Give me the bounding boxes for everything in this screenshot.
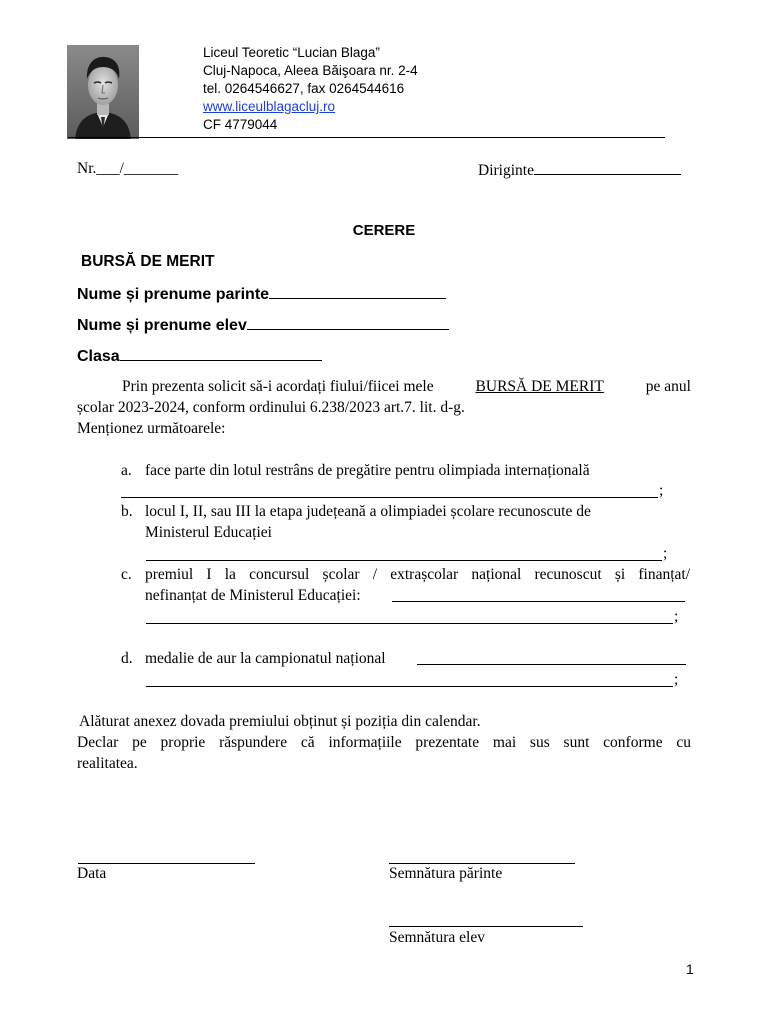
item-d-semicolon: ; <box>674 671 679 688</box>
school-website-link[interactable]: www.liceulblagacluj.ro <box>203 99 336 114</box>
class-field <box>77 346 322 366</box>
item-d-line-1 <box>417 664 686 665</box>
request-line-1 <box>77 376 691 397</box>
item-a-line <box>121 497 658 498</box>
student-name-label: Nume și prenume elev <box>77 317 247 334</box>
parent-name-label: Nume și prenume parinte <box>77 286 270 303</box>
declaration-line-2: realitatea. <box>77 755 138 772</box>
request-paragraph <box>77 376 691 439</box>
item-c-text-1: premiul I la concursul școlar / extrașcolar național recunoscut și finanțat/ <box>145 566 690 583</box>
item-b-text-2: Ministerul Educației <box>145 524 272 541</box>
portrait-photo <box>67 45 139 139</box>
student-signature-line <box>389 926 583 927</box>
class-line <box>120 346 322 361</box>
date-signature-line <box>78 863 255 864</box>
item-c-marker: c. <box>121 566 132 583</box>
request-intro: Prin prezenta solicit să-i acordați fiului/fiicei mele <box>122 378 434 395</box>
item-a-semicolon: ; <box>659 482 664 499</box>
item-b-semicolon: ; <box>663 545 668 562</box>
request-line-3: Menționez următoarele: <box>77 420 226 437</box>
request-scholarship: BURSĂ DE MERIT <box>475 378 604 395</box>
diriginte-line <box>534 160 681 175</box>
date-label: Data <box>77 865 107 882</box>
attachment-statement: Alăturat anexez dovada premiului obținut și poziția din calendar. <box>79 713 481 730</box>
item-a-text: face parte din lotul restrâns de pregătire pentru olimpiada internațională <box>145 462 590 479</box>
page-number: 1 <box>686 961 694 977</box>
header-divider <box>68 137 665 138</box>
registration-number: Nr.___/_______ <box>77 160 179 177</box>
class-label: Clasa <box>77 348 120 365</box>
item-c-text-2: nefinanțat de Ministerul Educației: <box>145 587 361 604</box>
diriginte-label: Diriginte <box>478 162 534 179</box>
student-name-field <box>77 315 449 335</box>
item-a-marker: a. <box>121 462 132 479</box>
item-b-line <box>146 560 662 561</box>
item-c-line-1 <box>392 601 685 602</box>
document-title: CERERE <box>352 222 416 239</box>
item-c-semicolon: ; <box>674 608 679 625</box>
diriginte-field <box>478 160 681 180</box>
item-d-text: medalie de aur la campionatul național <box>145 650 386 667</box>
parent-name-field <box>77 284 446 304</box>
request-line-2: școlar 2023-2024, conform ordinului 6.238/2023 art.7. lit. d-g. <box>77 399 465 416</box>
parent-signature-line <box>389 863 575 864</box>
declaration-line-1: Declar pe proprie răspundere că informațiile prezentate mai sus sunt conforme cu <box>77 734 691 751</box>
item-d-marker: d. <box>121 650 133 667</box>
school-cf: CF 4779044 <box>203 117 278 132</box>
student-name-line <box>247 315 449 330</box>
item-d-line-2 <box>146 686 673 687</box>
parent-signature-label: Semnătura părinte <box>389 865 503 882</box>
item-b-text-1: locul I, II, sau III la etapa județeană a olimpiadei școlare recunoscute de <box>145 503 591 520</box>
item-b-marker: b. <box>121 503 133 520</box>
item-c-line-2 <box>146 623 673 624</box>
school-phone: tel. 0264546627, fax 0264544616 <box>203 81 405 96</box>
student-signature-label: Semnătura elev <box>389 929 485 946</box>
parent-name-line <box>269 284 446 299</box>
request-year-label: pe anul <box>645 378 691 395</box>
school-address: Cluj-Napoca, Aleea Băişoara nr. 2-4 <box>203 63 418 78</box>
document-subtitle: BURSĂ DE MERIT <box>81 253 215 270</box>
school-name: Liceul Teoretic “Lucian Blaga” <box>203 45 380 60</box>
